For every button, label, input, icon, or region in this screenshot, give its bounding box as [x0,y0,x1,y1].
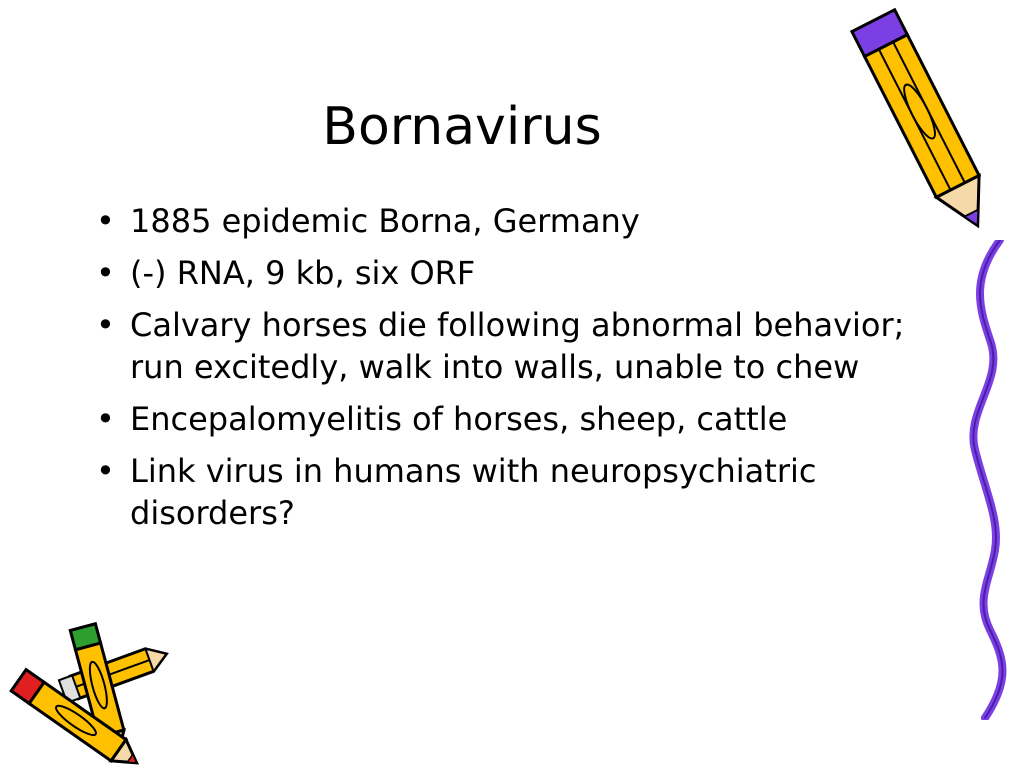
bullet-text: Calvary horses die following abnormal behavior; run excitedly, walk into walls, unable to chew [130,306,905,386]
bullet-item [96,304,926,388]
bullet-list [96,200,926,544]
bullet-item [96,450,926,534]
bullet-item [96,200,926,242]
bullet-marker: • [96,254,115,292]
bullet-text: Link virus in humans with neuropsychiatric disorders? [130,452,817,532]
bullet-text: Encepalomyelitis of horses, sheep, cattle [130,400,788,438]
slide-title: Bornavirus [322,97,602,157]
bullet-marker: • [96,452,115,490]
bullet-text: 1885 epidemic Borna, Germany [130,202,640,240]
squiggle-line [960,240,1024,720]
bullet-marker: • [96,202,115,240]
bullet-marker: • [96,400,115,438]
bullet-text: (-) RNA, 9 kb, six ORF [130,254,476,292]
pencil-icon [0,615,210,765]
bullet-item [96,398,926,440]
bullet-marker: • [96,306,115,344]
pencil-icon [850,0,1000,245]
bullet-item [96,252,926,294]
